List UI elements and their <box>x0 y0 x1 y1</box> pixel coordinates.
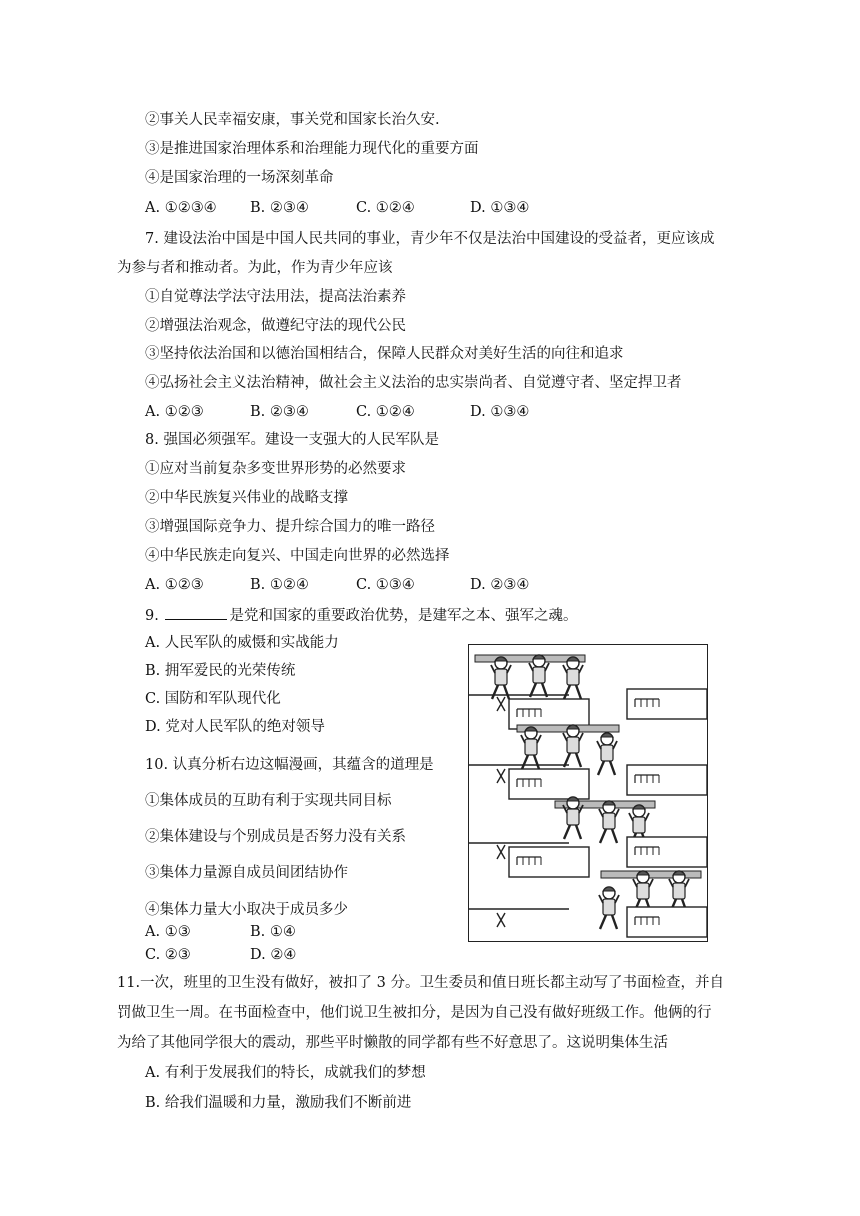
q8-choice-a: A. ①②③ <box>145 577 204 593</box>
q8-choice-d: D. ②③④ <box>470 577 530 593</box>
q10-choice-c: C. ②③ <box>145 947 191 963</box>
q7-stem-line-1: 7. 建设法治中国是中国人民共同的事业，青少年不仅是法治中国建设的受益者，更应该成 <box>145 231 715 247</box>
q7-option-4: ④弘扬社会主义法治精神，做社会主义法治的忠实崇尚者、自觉遵守者、坚定捍卫者 <box>145 375 682 391</box>
q9-answer-blank <box>165 605 227 620</box>
cartoon-illustration <box>468 644 708 942</box>
q11-option-a: A. 有利于发展我们的特长，成就我们的梦想 <box>145 1065 426 1081</box>
cartoon-soldiers-carrying-log-icon <box>469 645 707 941</box>
q7-stem-line-2: 为参与者和推动者。为此，作为青少年应该 <box>117 260 393 276</box>
q8-option-2: ②中华民族复兴伟业的战略支撑 <box>145 490 348 506</box>
q8-option-4: ④中华民族走向复兴、中国走向世界的必然选择 <box>145 548 450 564</box>
q7-option-3: ③坚持依法治国和以德治国相结合，保障人民群众对美好生活的向往和追求 <box>145 346 624 362</box>
q8-stem: 8. 强国必须强军。建设一支强大的人民军队是 <box>145 432 439 448</box>
q10-option-4: ④集体力量大小取决于成员多少 <box>145 902 348 918</box>
q6-choice-b: B. ②③④ <box>250 200 309 216</box>
q11-option-b: B. 给我们温暖和力量，激励我们不断前进 <box>145 1095 412 1111</box>
q9-stem-text: 是党和国家的重要政治优势，是建军之本、强军之魂。 <box>229 608 578 624</box>
q7-option-2: ②增强法治观念，做遵纪守法的现代公民 <box>145 318 406 334</box>
q7-choice-a: A. ①②③ <box>145 404 204 420</box>
q6-option-2: ②事关人民幸福安康，事关党和国家长治久安. <box>145 112 440 128</box>
q9-option-d: D. 党对人民军队的绝对领导 <box>145 719 325 735</box>
q9-number: 9. <box>145 608 159 624</box>
q7-choice-d: D. ①③④ <box>470 404 530 420</box>
q9-option-a: A. 人民军队的威慑和实战能力 <box>145 635 339 651</box>
q11-stem-line-3: 为给了其他同学很大的震动，那些平时懒散的同学都有些不好意思了。这说明集体生活 <box>117 1035 668 1051</box>
q10-choice-a: A. ①③ <box>145 924 191 940</box>
q6-option-3: ③是推进国家治理体系和治理能力现代化的重要方面 <box>145 141 479 157</box>
q7-choice-b: B. ②③④ <box>250 404 309 420</box>
q8-option-1: ①应对当前复杂多变世界形势的必然要求 <box>145 461 406 477</box>
q8-choice-b: B. ①②④ <box>250 577 309 593</box>
q10-option-1: ①集体成员的互助有利于实现共同目标 <box>145 793 392 809</box>
q10-option-2: ②集体建设与个别成员是否努力没有关系 <box>145 829 406 845</box>
q8-choice-c: C. ①③④ <box>356 577 415 593</box>
q10-choice-d: D. ②④ <box>250 947 297 963</box>
q10-option-3: ③集体力量源自成员间团结协作 <box>145 865 348 881</box>
q6-choice-c: C. ①②④ <box>356 200 415 216</box>
q6-choice-a: A. ①②③④ <box>145 200 217 216</box>
q6-choice-d: D. ①③④ <box>470 200 530 216</box>
q7-option-1: ①自觉尊法学法守法用法，提高法治素养 <box>145 289 406 305</box>
q9-option-c: C. 国防和军队现代化 <box>145 691 281 707</box>
q9-option-b: B. 拥军爱民的光荣传统 <box>145 663 296 679</box>
q10-stem: 10. 认真分析右边这幅漫画，其蕴含的道理是 <box>145 757 434 773</box>
q9-stem <box>145 605 577 626</box>
q11-stem-line-2: 罚做卫生一周。在书面检查中，他们说卫生被扣分，是因为自己没有做好班级工作。他俩的行 <box>117 1005 712 1021</box>
q6-option-4: ④是国家治理的一场深刻革命 <box>145 170 334 186</box>
q10-choice-b: B. ①④ <box>250 924 296 940</box>
q7-choice-c: C. ①②④ <box>356 404 415 420</box>
q8-option-3: ③增强国际竞争力、提升综合国力的唯一路径 <box>145 519 435 535</box>
q11-stem-line-1: 11.一次，班里的卫生没有做好，被扣了 3 分。卫生委员和值日班长都主动写了书面检查，并自 <box>117 975 724 991</box>
